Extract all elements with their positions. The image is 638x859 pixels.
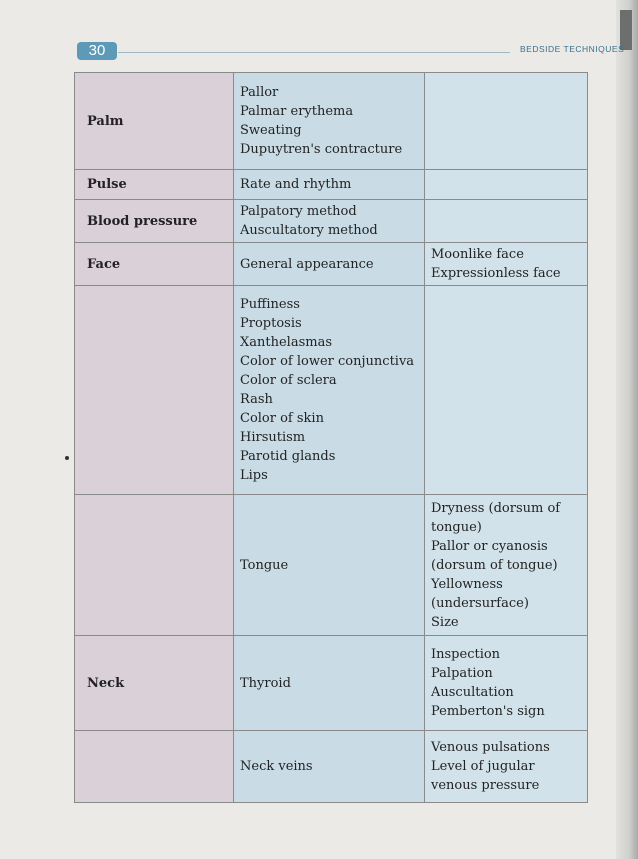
finding-item: Pemberton's sign — [431, 704, 545, 719]
section-cell: Palm — [75, 73, 234, 170]
finding-item: Venous pulsations — [431, 740, 550, 755]
findings-cell — [425, 200, 588, 243]
items-cell — [234, 286, 425, 495]
list-item: Pallor — [240, 85, 279, 100]
findings-cell — [425, 731, 588, 803]
finding-item: Expressionless face — [431, 266, 561, 281]
list-item: Color of lower conjunctiva — [240, 354, 415, 369]
list-item: Auscultatory method — [240, 223, 378, 238]
finding-item: Dryness (dorsum of tongue) — [431, 500, 561, 535]
list-item: General appearance — [240, 256, 374, 272]
list-item: Color of skin — [240, 411, 324, 426]
list-item: Rash — [240, 392, 273, 407]
finding-item: Moonlike face — [431, 247, 524, 262]
findings-cell — [425, 636, 588, 731]
list-item: Tongue — [240, 557, 289, 573]
section-cell — [75, 286, 234, 495]
list-item: Puffiness — [240, 297, 300, 312]
table-row — [75, 170, 588, 200]
items-cell — [234, 636, 425, 731]
items-cell — [234, 243, 425, 286]
list-item: Neck veins — [240, 759, 313, 774]
list-item: Xanthelasmas — [240, 335, 332, 350]
finding-item: Yellowness (undersurface) — [431, 576, 529, 611]
list-item: Palmar erythema — [240, 104, 354, 119]
finding-item: Inspection — [431, 647, 501, 662]
list-item: Dupuytren's contracture — [240, 142, 403, 157]
list-item: Lips — [240, 468, 268, 483]
table-row — [75, 73, 588, 170]
finding-item: Pallor or cyanosis (dorsum of tongue) — [431, 538, 558, 573]
findings-cell — [425, 286, 588, 495]
list-item: Rate and rhythm — [240, 177, 352, 192]
section-cell: Neck — [75, 636, 234, 731]
section-cell: Blood pressure — [75, 200, 234, 243]
list-item: Proptosis — [240, 316, 302, 331]
list-item: Palpatory method — [240, 204, 357, 219]
examination-table — [74, 72, 588, 803]
list-item: Parotid glands — [240, 449, 336, 464]
list-item: Sweating — [240, 123, 302, 138]
items-cell — [234, 170, 425, 200]
finding-item: Auscultation — [431, 685, 514, 700]
list-item: Color of sclera — [240, 373, 337, 388]
finding-item: Palpation — [431, 666, 493, 681]
findings-cell — [425, 243, 588, 286]
table-row — [75, 495, 588, 636]
findings-cell — [425, 495, 588, 636]
list-item: Thyroid — [240, 675, 291, 691]
section-cell: Face — [75, 243, 234, 286]
list-item: Hirsutism — [240, 430, 306, 445]
table-row — [75, 286, 588, 495]
items-cell — [234, 200, 425, 243]
margin-dot — [65, 456, 69, 460]
running-head: BEDSIDE TECHNIQUES — [520, 44, 625, 54]
table-row — [75, 200, 588, 243]
finding-item: Size — [431, 614, 459, 630]
page-number: 30 — [77, 42, 117, 60]
table-row — [75, 731, 588, 803]
section-cell — [75, 731, 234, 803]
page-edge — [616, 0, 638, 859]
table-row — [75, 636, 588, 731]
section-cell — [75, 495, 234, 636]
items-cell — [234, 731, 425, 803]
findings-cell — [425, 73, 588, 170]
findings-cell — [425, 170, 588, 200]
items-cell — [234, 73, 425, 170]
table-row — [75, 243, 588, 286]
section-cell: Pulse — [75, 170, 234, 200]
finding-item: Level of jugular venous pressure — [431, 759, 540, 793]
items-cell — [234, 495, 425, 636]
header-rule — [118, 52, 510, 53]
